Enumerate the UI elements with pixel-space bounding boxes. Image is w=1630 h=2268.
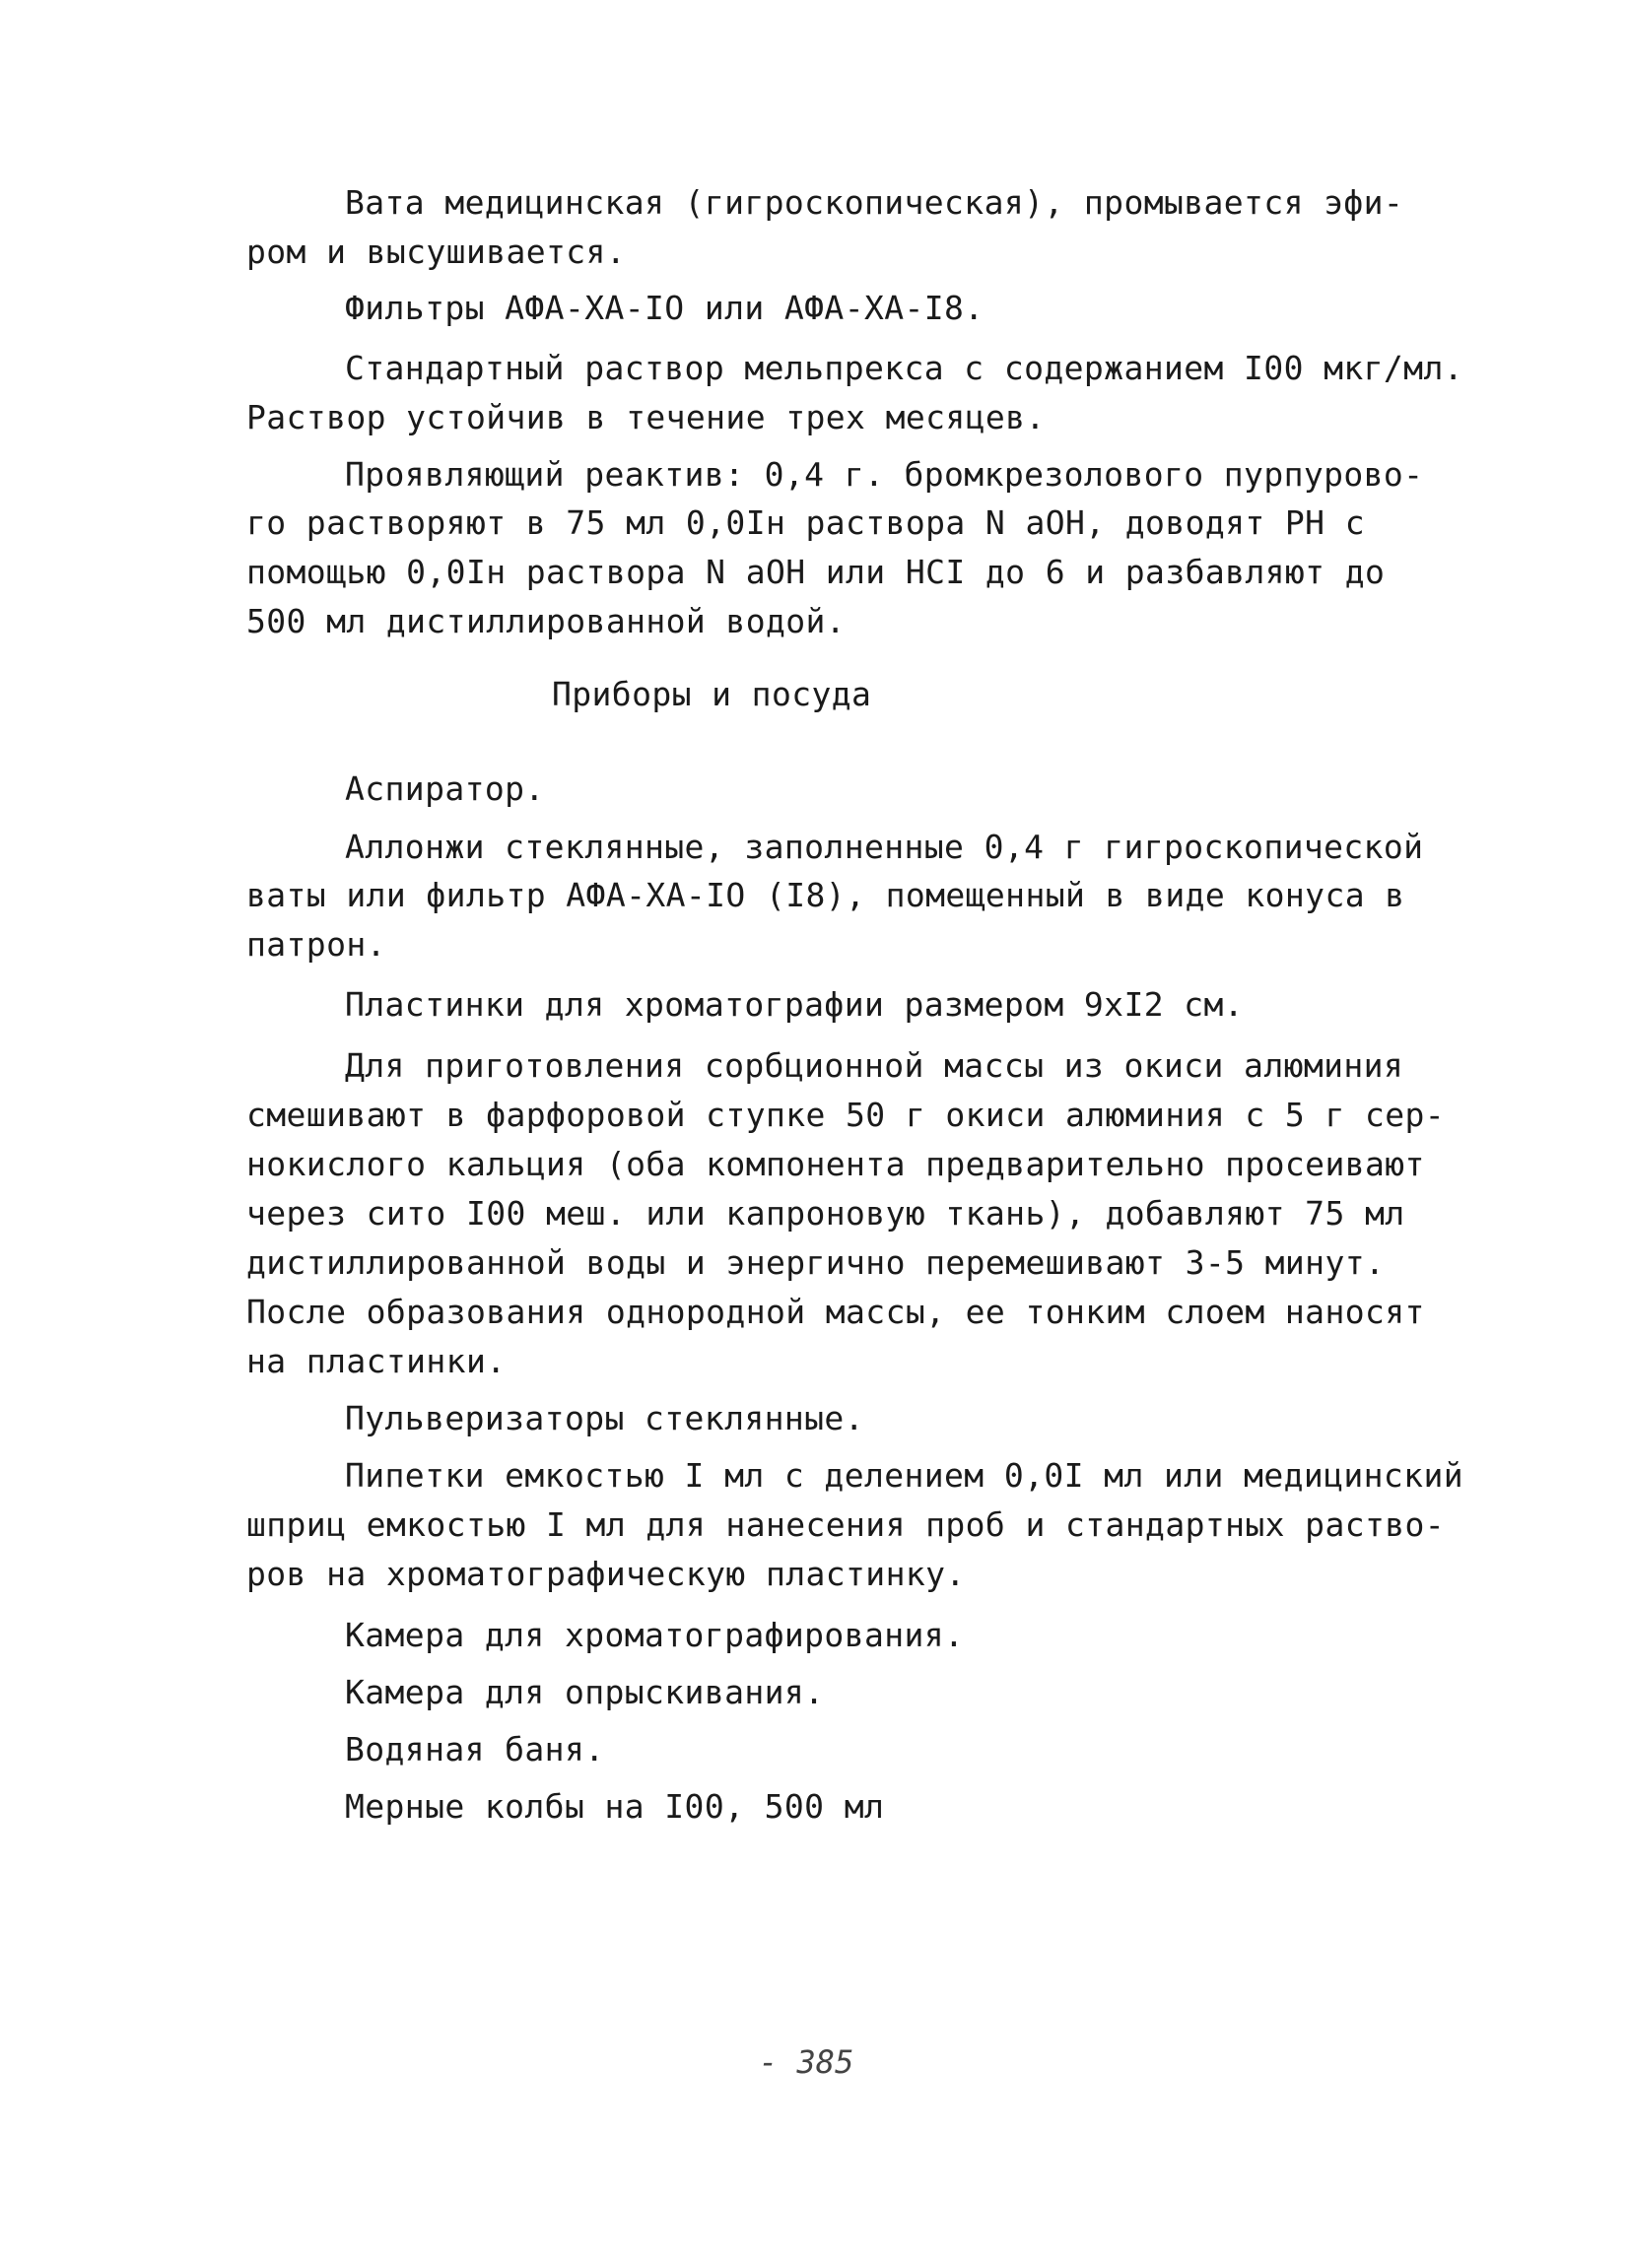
text-line: Для приготовления сорбционной массы из окиси алюминия (345, 1046, 1404, 1085)
text-line: Аллонжи стеклянные, заполненные 0,4 г гигроскопической (345, 828, 1424, 866)
text-line: дистиллированной воды и энергично перемешивают 3-5 минут. (246, 1243, 1386, 1282)
text-line: Пульверизаторы стеклянные. (345, 1399, 864, 1437)
text-line: Пипетки емкостью I мл с делением 0,0I мл или медицинский (345, 1456, 1463, 1495)
text-line: помощью 0,0Iн раствора N аОН или НСI до 6 и разбавляют до (246, 553, 1386, 591)
section-heading: Приборы и посуда (552, 675, 872, 713)
text-line: После образования однородной массы, ее тонким слоем наносят (246, 1293, 1425, 1331)
text-line: Стандартный раствор мельпрекса с содержанием I00 мкг/мл. (345, 349, 1463, 387)
page-number: - 385 (759, 2043, 854, 2081)
text-line: Раствор устойчив в течение трех месяцев. (246, 398, 1046, 436)
text-line: ваты или фильтр АФА-ХА-IO (I8), помещенный в виде конуса в (246, 876, 1405, 914)
text-line: ром и высушивается. (246, 233, 627, 271)
text-line: Вата медицинская (гигроскопическая), промывается эфи- (345, 183, 1404, 222)
text-line: Аспиратор. (345, 769, 545, 808)
text-line: Пластинки для хроматографии размером 9xI2 см. (345, 985, 1245, 1024)
text-line: смешивают в фарфоровой ступке 50 г окиси алюминия с 5 г сер- (246, 1096, 1446, 1134)
text-line: через сито I00 меш. или капроновую ткань), добавляют 75 мл (246, 1194, 1405, 1233)
text-line: Проявляющий реактив: 0,4 г. бромкрезолового пурпурово- (345, 455, 1424, 494)
text-line: Мерные колбы на I00, 500 мл (345, 1787, 885, 1826)
text-line: го растворяют в 75 мл 0,0Iн раствора N аОН, доводят РН с (246, 503, 1365, 542)
text-line: на пластинки. (246, 1342, 507, 1380)
text-line: Фильтры АФА-ХА-IO или АФА-ХА-I8. (345, 289, 985, 327)
text-line: Камера для опрыскивания. (345, 1673, 825, 1711)
text-line: 500 мл дистиллированной водой. (246, 602, 847, 640)
text-line: ров на хроматографическую пластинку. (246, 1555, 966, 1593)
text-line: Камера для хроматографирования. (345, 1616, 965, 1654)
text-line: нокислого кальция (оба компонента предварительно просеивают (246, 1145, 1425, 1183)
text-line: Водяная баня. (345, 1730, 605, 1768)
text-line: шприц емкостью I мл для нанесения проб и стандартных раство- (246, 1505, 1446, 1544)
text-line: патрон. (246, 925, 386, 964)
